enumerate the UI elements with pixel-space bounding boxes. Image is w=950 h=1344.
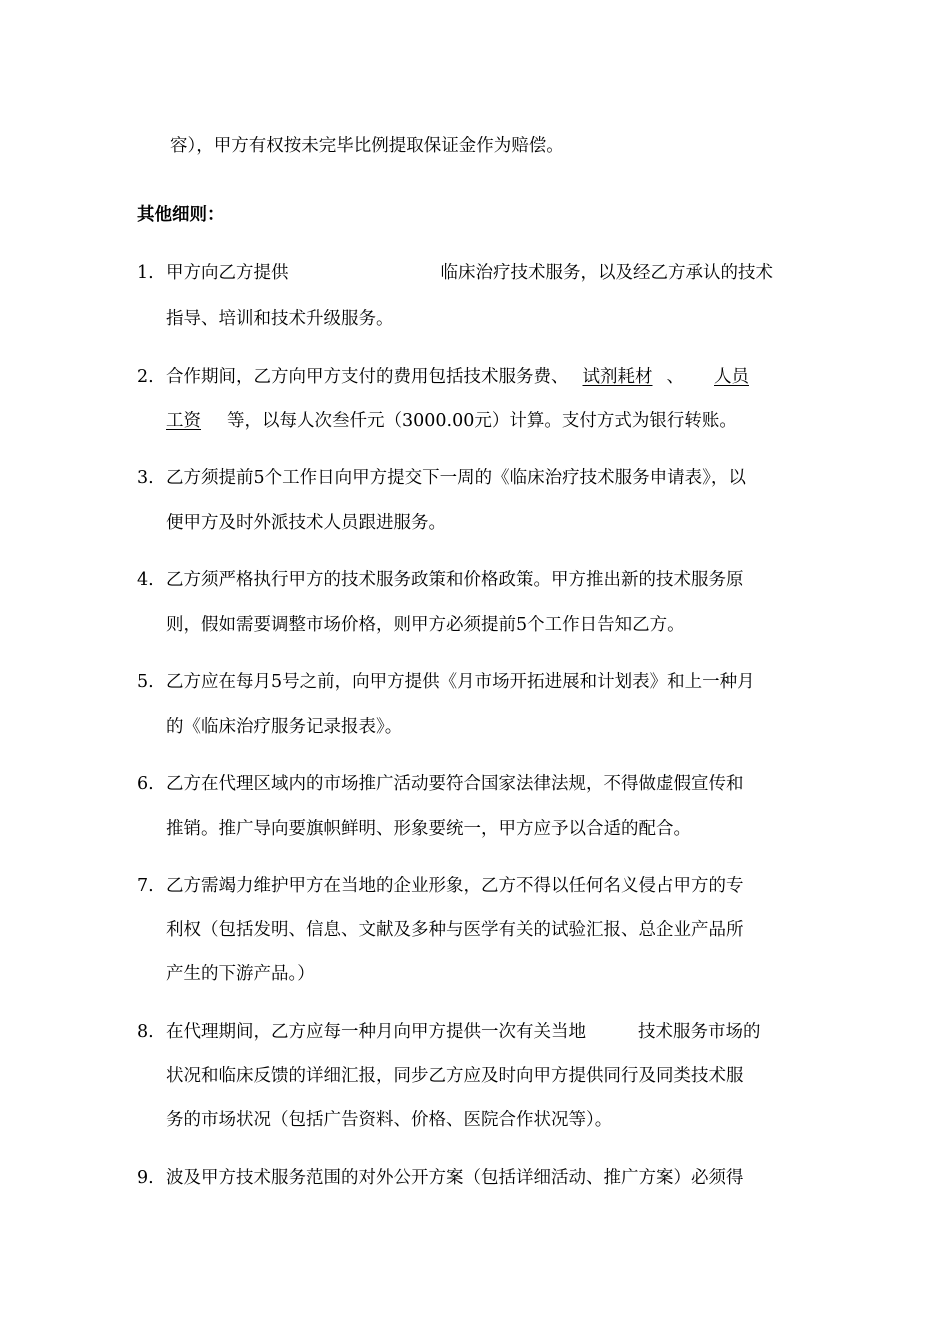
item-number: 1. xyxy=(137,263,154,283)
item-text: 状况和临床反馈的详细汇报，同步乙方应及时向甲方提供同行及同类技术服 xyxy=(166,1066,744,1086)
item-number: 4. xyxy=(137,570,154,590)
item-text: 合作期间，乙方向甲方支付的费用包括技术服务费、 试剂耗材 、 人员 xyxy=(166,367,749,387)
item-text: 利权（包括发明、信息、文献及多种与医学有关的试验汇报、总企业产品所 xyxy=(166,920,744,940)
blank-field-personnel: 人员 xyxy=(714,367,749,387)
item-number: 2. xyxy=(137,367,154,387)
item-text: 产生的下游产品。） xyxy=(166,964,315,984)
item-text: 波及甲方技术服务范围的对外公开方案（包括详细活动、推广方案）必须得 xyxy=(166,1168,744,1188)
item-text: 乙方须提前5个工作日向甲方提交下一周的《临床治疗技术服务申请表》，以 xyxy=(166,468,746,488)
item-number: 3. xyxy=(137,468,154,488)
item-text: 乙方须严格执行甲方的技术服务政策和价格政策。甲方推出新的技术服务原 xyxy=(166,570,744,590)
blank-field-reagents: 试剂耗材 xyxy=(582,367,653,387)
item-number: 9. xyxy=(137,1168,154,1188)
item-text: 乙方应在每月5号之前，向甲方提供《月市场开拓进展和计划表》和上一种月 xyxy=(166,672,755,692)
item-text: 指导、培训和技术升级服务。 xyxy=(166,309,394,329)
item-text: 工资 等，以每人次叁仟元（3000.00元）计算。支付方式为银行转账。 xyxy=(166,411,737,431)
continuation-text: 容），甲方有权按未完毕比例提取保证金作为赔偿。 xyxy=(170,136,564,156)
item-text: 务的市场状况（包括广告资料、价格、医院合作状况等）。 xyxy=(166,1110,613,1130)
item-text: 乙方在代理区域内的市场推广活动要符合国家法律法规，不得做虚假宣传和 xyxy=(166,774,744,794)
item-text: 则，假如需要调整市场价格，则甲方必须提前5个工作日告知乙方。 xyxy=(166,615,685,635)
item-text: 便甲方及时外派技术人员跟进服务。 xyxy=(166,513,446,533)
item-number: 8. xyxy=(137,1022,154,1042)
item-text: 在代理期间，乙方应每一种月向甲方提供一次有关当地 技术服务市场的 xyxy=(166,1022,761,1042)
item-number: 7. xyxy=(137,876,154,896)
item-number: 6. xyxy=(137,774,154,794)
item-text: 甲方向乙方提供 临床治疗技术服务，以及经乙方承认的技术 xyxy=(166,263,773,283)
item-text: 乙方需竭力维护甲方在当地的企业形象，乙方不得以任何名义侵占甲方的专 xyxy=(166,876,744,896)
item-text: 的《临床治疗服务记录报表》。 xyxy=(166,717,403,737)
section-title: 其他细则： xyxy=(137,205,225,225)
item-text: 推销。推广导向要旗帜鲜明、形象要统一，甲方应予以合适的配合。 xyxy=(166,819,691,839)
item-number: 5. xyxy=(137,672,154,692)
